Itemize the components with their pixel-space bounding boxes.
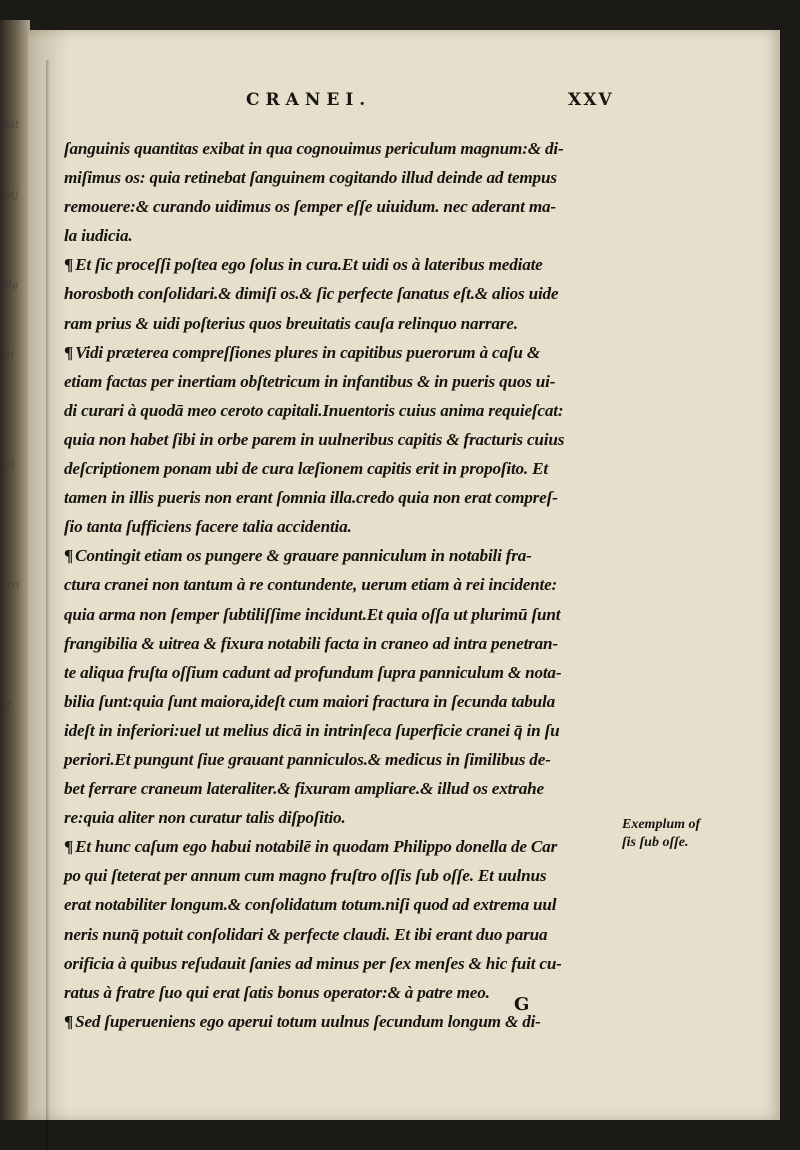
paragraph-first-line: ¶ Contingit etiam os pungere & grauare panniculum in notabili fra- [64,541,634,570]
running-head: CRANEI. [246,90,372,110]
text-line: po qui ſteterat per annum cum magno fruſtro oſſis ſub oſſe. Et uulnus [64,866,547,886]
marginal-note [622,816,742,852]
text-line: erat notabiliter longum.& conſolidatum totum.niſi quod ad extrema uul [64,895,557,915]
paragraph-first-line: ¶ Et ſic proceſſi poſtea ego ſolus in cura.Et uidi os à lateribus mediate [64,250,634,279]
bleed-through-text: i [2,820,6,831]
facing-page-edge [0,20,30,1120]
text-line: deſcriptionem ponam ubi de cura læſionem capitis erit in propoſito. Et [64,459,548,479]
text-line: bet ferrare craneum lateraliter.& fixuram ampliare.& illud os extrahe [64,779,544,799]
gutter-shadow [46,60,50,1150]
text-line: neris nunq̄ potuit conſolidari & perfecte claudi. Et ibi erant duo parua [64,924,548,944]
marginal-note-line: ſis ſub oſſe. [622,835,689,850]
text-line: horosboth conſolidari.& dimiſi os.& ſic perfecte ſanatus eſt.& alios uide [64,284,559,304]
bleed-through-text: rti [2,350,14,361]
text-line: miſimus os: quia retinebat ſanguinem cogitando illud deinde ad tempus [64,168,557,188]
text-line: etiam factas per inertiam obſtetricum in infantibus & in pueris quos ui- [64,371,556,391]
text-line: orificia à quibus reſudauit ſanies ad minus per ſex menſes & hic fuit cu- [64,953,562,973]
text-line: bilia ſunt:quia ſunt maiora,ideſt cum maiori fractura in ſecunda tabula [64,691,555,711]
bleed-through-text: lnij [2,190,18,201]
bleed-through-text: uil [2,460,15,471]
bleed-through-text: ctri [2,580,20,591]
text-line: ſio tanta ſufficiens facere talia accidentia. [64,517,352,537]
body-text [64,134,634,1036]
text-line: quia arma non ſemper ſubtiliſſime incidunt.Et quia oſſa ut plurimū ſunt [64,604,561,624]
text-line: la iudicia. [64,226,133,246]
text-line: ſanguinis quantitas exibat in qua cognouimus periculum magnum:& di- [64,139,564,158]
page-header [28,90,780,116]
text-line: ideſt in inferiori:uel ut melius dicā in intrinſeca ſuperficie cranei q̄ in ſu [64,720,560,740]
paragraph-first-line: ¶ Sed ſuperueniens ego aperui totum uulnus ſecundum longum & di- [64,1007,634,1036]
paragraph-first-line: ¶ Et hunc caſum ego habui notabilē in quodam Philippo donella de Car [64,832,634,861]
text-line: ratus à fratre ſuo qui erat ſatis bonus operator:& à patre meo. [64,982,490,1002]
signature-mark: G [514,994,530,1015]
bleed-through-text: lllg [2,280,18,291]
text-line: remouere:& curando uidimus os ſemper eſſe uiuidum. nec aderant ma- [64,197,556,217]
book-page [28,30,780,1120]
text-line: ram prius & uidi poſterius quos breuitatis cauſa relinquo narrare. [64,313,518,333]
text-line: di curari à quodā meo ceroto capitali.Inuentoris cuius anima requieſcat: [64,400,564,420]
text-line: frangibilia & uitrea & fixura notabili facta in craneo ad intra penetran- [64,633,558,653]
bleed-through-text: rf [2,700,11,711]
bleed-through-text: ſiat [2,120,19,131]
text-line: te aliqua fruſta oſſium cadunt ad profundum ſupra panniculum & nota- [64,662,562,682]
text-line: re:quia aliter non curatur talis diſpoſitio. [64,808,346,828]
text-line: periori.Et pungunt ſiue grauant panniculos.& medicus in ſimilibus de- [64,749,551,769]
text-line: tamen in illis pueris non erant ſomnia illa.credo quia non erat compreſ- [64,488,558,508]
folio-number: XXV [568,90,614,110]
paragraph-first-line: ¶ Vidi præterea compreſſiones plures in capitibus puerorum à caſu & [64,338,634,367]
marginal-note-line: Exemplum of [622,817,701,832]
text-line: quia non habet ſibi in orbe parem in uulneribus capitis & fracturis cuius [64,429,565,449]
text-line: ctura cranei non tantum à re contundente, uerum etiam à rei incidente: [64,575,558,595]
